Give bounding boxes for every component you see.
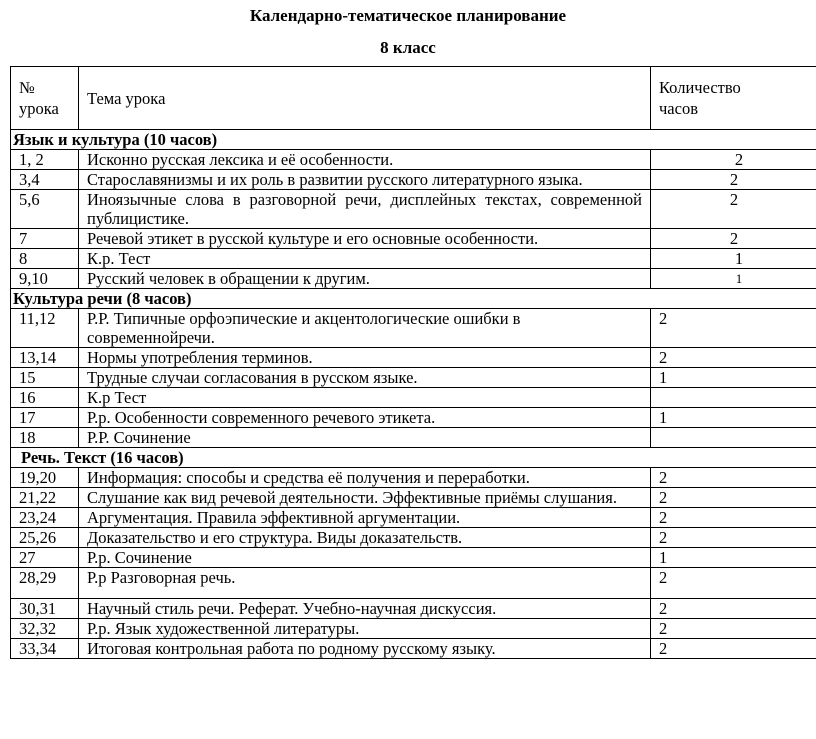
table-row [11, 468, 816, 488]
lesson-number: 3,4 [11, 170, 79, 190]
lesson-hours: 1 [651, 408, 816, 428]
table-row [11, 488, 816, 508]
lesson-topic: Р.р Разговорная речь. [79, 568, 651, 599]
lesson-hours: 2 [651, 170, 816, 190]
section-title: Язык и культура (10 часов) [11, 130, 816, 150]
table-row [11, 269, 816, 289]
lesson-number: 1, 2 [11, 150, 79, 170]
lesson-hours: 2 [651, 468, 816, 488]
lesson-hours: 1 [651, 548, 816, 568]
lesson-number: 30,31 [11, 599, 79, 619]
lesson-topic: Старославянизмы и их роль в развитии русского литературного языка. [79, 170, 651, 190]
lesson-topic: Слушание как вид речевой деятельности. Эффективные приёмы слушания. [79, 488, 651, 508]
section-row [11, 130, 816, 150]
lesson-topic: Р.Р. Типичные орфоэпические и акцентологические ошибки в современнойречи. [79, 309, 651, 348]
lesson-number: 32,32 [11, 619, 79, 639]
lesson-topic: Р.р. Сочинение [79, 548, 651, 568]
header-num-line1: № [19, 78, 35, 97]
table-row [11, 348, 816, 368]
lesson-number: 19,20 [11, 468, 79, 488]
lesson-plan-table [10, 66, 816, 659]
lesson-hours: 2 [651, 348, 816, 368]
lesson-number: 28,29 [11, 568, 79, 599]
lesson-topic: Р.р. Особенности современного речевого этикета. [79, 408, 651, 428]
lesson-number: 8 [11, 249, 79, 269]
lesson-hours [651, 428, 816, 448]
table-header-row [11, 67, 816, 130]
table-row [11, 528, 816, 548]
table-row [11, 309, 816, 348]
table-row [11, 428, 816, 448]
lesson-number: 11,12 [11, 309, 79, 348]
lesson-topic: К.р. Тест [79, 249, 651, 269]
lesson-hours: 1 [651, 368, 816, 388]
header-hours-line1: Количество [659, 78, 741, 97]
lesson-number: 5,6 [11, 190, 79, 229]
lesson-number: 23,24 [11, 508, 79, 528]
table-row [11, 249, 816, 269]
lesson-number: 21,22 [11, 488, 79, 508]
lesson-hours [651, 388, 816, 408]
lesson-hours: 1 [651, 269, 816, 289]
lesson-topic: Русский человек в обращении к другим. [79, 269, 651, 289]
table-row [11, 508, 816, 528]
table-row [11, 548, 816, 568]
lesson-hours: 2 [651, 619, 816, 639]
lesson-topic: Аргументация. Правила эффективной аргументации. [79, 508, 651, 528]
table-row [11, 170, 816, 190]
lesson-topic: Научный стиль речи. Реферат. Учебно-научная дискуссия. [79, 599, 651, 619]
lesson-hours: 2 [651, 309, 816, 348]
table-row [11, 599, 816, 619]
table-row [11, 619, 816, 639]
lesson-topic: Нормы употребления терминов. [79, 348, 651, 368]
lesson-number: 27 [11, 548, 79, 568]
lesson-topic: Речевой этикет в русской культуре и его основные особенности. [79, 229, 651, 249]
table-row [11, 639, 816, 659]
lesson-number: 33,34 [11, 639, 79, 659]
section-row [11, 448, 816, 468]
lesson-hours: 2 [651, 599, 816, 619]
header-num [11, 67, 79, 130]
lesson-number: 17 [11, 408, 79, 428]
lesson-hours: 2 [651, 568, 816, 599]
lesson-topic: Информация: способы и средства её получения и переработки. [79, 468, 651, 488]
lesson-hours: 2 [651, 508, 816, 528]
document-subtitle: 8 класс [380, 38, 436, 57]
lesson-number: 16 [11, 388, 79, 408]
lesson-number: 9,10 [11, 269, 79, 289]
lesson-hours: 2 [651, 488, 816, 508]
lesson-topic: Иноязычные слова в разговорной речи, дисплейных текстах, современной публицистике. [79, 190, 651, 229]
lesson-topic: Р.Р. Сочинение [79, 428, 651, 448]
lesson-number: 13,14 [11, 348, 79, 368]
lesson-hours: 1 [651, 249, 816, 269]
section-title: Культура речи (8 часов) [11, 289, 816, 309]
table-row [11, 368, 816, 388]
lesson-number: 25,26 [11, 528, 79, 548]
lesson-hours: 2 [651, 190, 816, 229]
header-topic: Тема урока [79, 67, 651, 130]
header-hours [651, 67, 816, 130]
lesson-hours: 2 [651, 528, 816, 548]
lesson-topic: Трудные случаи согласования в русском языке. [79, 368, 651, 388]
section-row [11, 289, 816, 309]
document-title: Календарно-тематическое планирование [249, 6, 567, 25]
table-row [11, 388, 816, 408]
header-hours-line2: часов [659, 99, 698, 118]
table-row [11, 229, 816, 249]
header-num-line2: урока [19, 99, 59, 118]
lesson-hours: 2 [651, 150, 816, 170]
lesson-topic: К.р Тест [79, 388, 651, 408]
table-row [11, 568, 816, 599]
lesson-topic: Исконно русская лексика и её особенности. [79, 150, 651, 170]
section-title: Речь. Текст (16 часов) [11, 448, 816, 468]
lesson-topic: Итоговая контрольная работа по родному русскому языку. [79, 639, 651, 659]
lesson-hours: 2 [651, 639, 816, 659]
lesson-topic: Р.р. Язык художественной литературы. [79, 619, 651, 639]
lesson-number: 15 [11, 368, 79, 388]
table-row [11, 408, 816, 428]
lesson-number: 7 [11, 229, 79, 249]
lesson-topic: Доказательство и его структура. Виды доказательств. [79, 528, 651, 548]
table-row [11, 150, 816, 170]
lesson-hours: 2 [651, 229, 816, 249]
table-row [11, 190, 816, 229]
lesson-number: 18 [11, 428, 79, 448]
